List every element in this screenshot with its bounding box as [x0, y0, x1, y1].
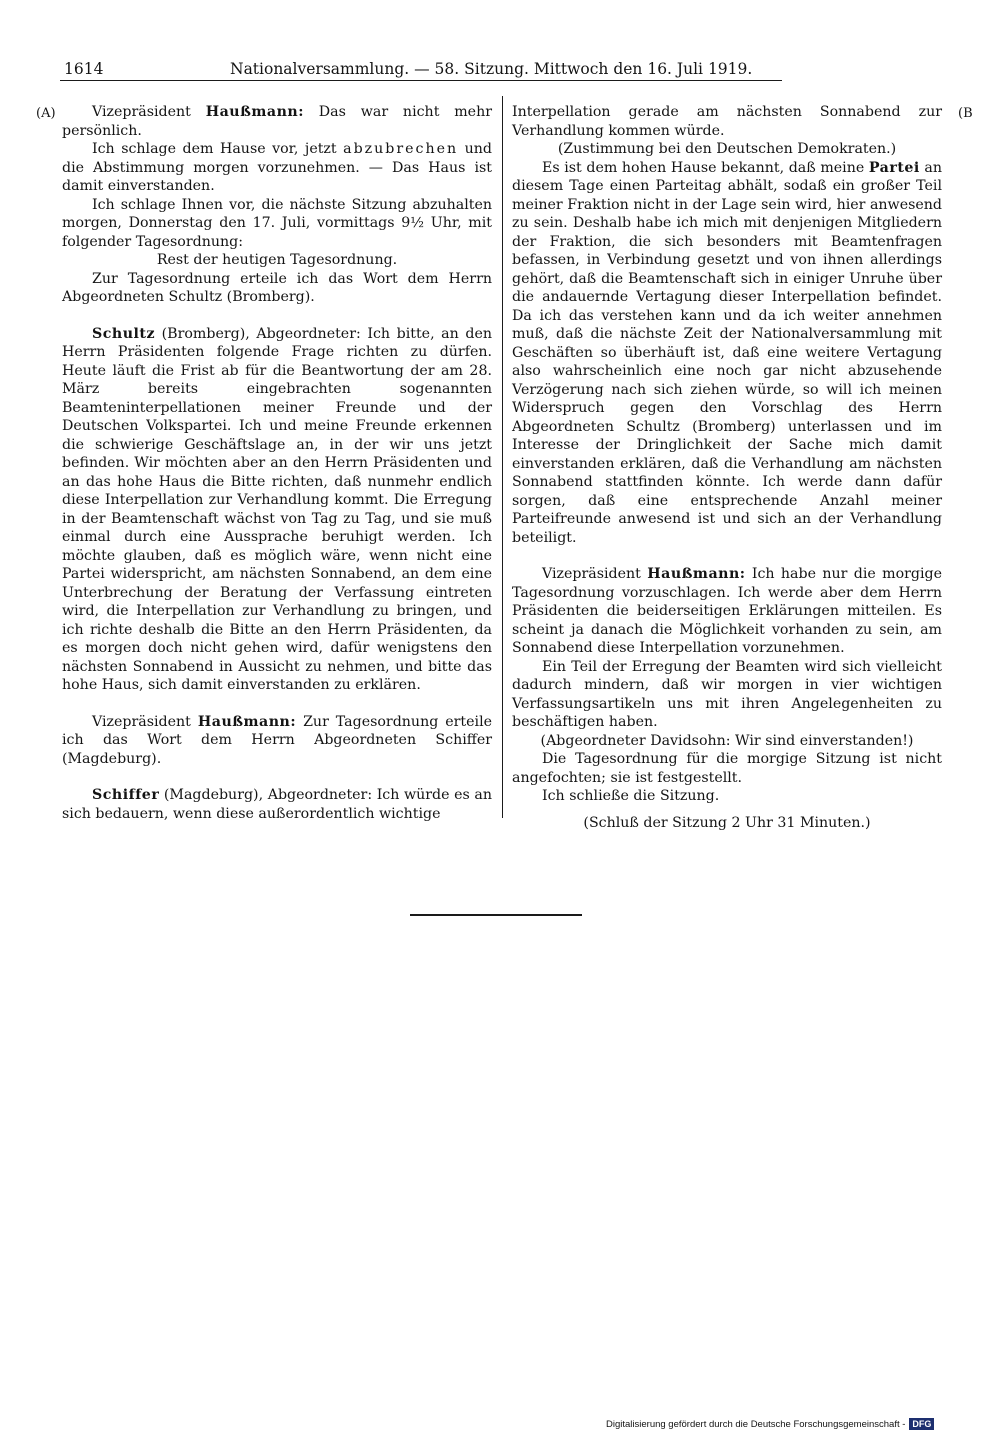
- paragraph-text: Das war nicht mehr persönlich.: [62, 104, 492, 139]
- paragraph-text: an diesem Tage einen Parteitag abhält, sodaß ein großer Teil meiner Fraktion nicht in der Lage sein wird, hier anwesend zu sein. Deshalb habe ich mich mit denjenigen Mitgliedern der Fraktion, die sich besonders mit Beamtenfragen befassen, in Verbindung gesetzt und von ihnen allerdings gehört, daß die Beamtenschaft sich in einiger Unruhe über die andauernde Vertagung dieser Interpellation befindet. Da ich das verstehen kann und da ich weiter annehmen muß, daß die nächste Zeit der Nationalversammlung mit Geschäften so überhäuft ist, daß eine weitere Vertagung also wahrscheinlich eine noch gar nicht abzusehende Verzögerung nach sich ziehen würde, so will ich meinen Widerspruch gegen den Vorschlag des Herrn Abgeordneten Schultz (Bromberg) unterlassen und im Interesse der Dringlichkeit der Sache mich damit einverstanden erklären, daß die Verhandlung am nächsten Sonnabend stattfinden könnte. Ich werde dann dafür sorgen, daß eine entsprechende Anzahl meiner Parteifreunde anwesend ist und sich an der Verhandlung beteiligt.: [512, 159, 942, 546]
- emphasized-text: Partei: [868, 159, 920, 176]
- paragraph-text: und die Abstimmung morgen vorzunehmen. — Das Haus ist damit einverstanden.: [62, 141, 493, 194]
- speaker-name: Schultz: [92, 325, 156, 342]
- paragraph-text: (Magdeburg), Abgeordneter: Ich würde es an sich bedauern, wenn diese außerordentlich wichtige: [62, 787, 492, 822]
- page-number: 1614: [64, 60, 104, 78]
- column-divider: [502, 96, 503, 818]
- speaker-name: Haußmann:: [647, 566, 746, 582]
- dfg-logo: DFG: [909, 1418, 934, 1430]
- paragraph: [62, 140, 492, 196]
- session-close-note: (Schluß der Sitzung 2 Uhr 31 Minuten.): [583, 814, 871, 831]
- footer-text: Digitalisierung gefördert durch die Deutsche Forschungsgemeinschaft -: [606, 1419, 906, 1430]
- paragraph-text: (Bromberg), Abgeordneter: Ich bitte, an den Herrn Präsidenten folgende Frage richten zu dürfen. Heute läuft die Frist ab für die Beantwortung der am 28. März bereits eingebrachten sogenannten Beamteninterpellationen meiner Freunde und der Deutschen Volkspartei. Ich und meine Freunde erkennen die schwierige Geschäftslage an, in der wir uns jetzt befinden. Wir möchten aber an den Herrn Präsidenten und an das hohe Haus die Bitte richten, daß nunmehr endlich diese Interpellation zur Verhandlung kommt. Die Erregung in der Beamtenschaft wächst von Tag zu Tag, und sie muß einmal durch eine Aussprache beruhigt werden. Ich möchte glauben, daß es möglich wäre, wenn nicht eine Partei widerspricht, am nächsten Sonnabend, an dem eine Unterbrechung der Beratung der Verfassung eintreten wird, die Interpellation zur Verhandlung zu bringen, und ich richte deshalb die Bitte an den Herrn Präsidenten, da es morgen doch nicht gehen wird, dafür wenigstens den nächsten Sonnabend in Aussicht zu nehmen, und bitte das hohe Haus, sich damit einverstanden zu erklären.: [62, 325, 492, 693]
- paragraph-text: Ich schlage dem Hause vor, jetzt: [92, 141, 344, 157]
- interjection: (Abgeordneter Davidsohn: Wir sind einverstanden!): [540, 732, 914, 749]
- paragraph: [62, 786, 492, 823]
- margin-mark-b: (B: [958, 106, 973, 121]
- paragraph: Ein Teil der Erregung der Beamten wird sich vielleicht dadurch mindern, daß wir morgen in vier wichtigen Verfassungsartikeln uns mit ihren Angelegenheiten zu beschäftigen haben.: [512, 658, 942, 730]
- speaker-title: Vizepräsident: [542, 566, 641, 582]
- paragraph: Zur Tagesordnung erteile ich das Wort dem Herrn Abgeordneten Schultz (Bromberg).: [62, 270, 492, 305]
- page-header: [60, 58, 782, 80]
- speaker-name: Haußmann:: [197, 713, 297, 730]
- right-column: [512, 103, 942, 832]
- paragraph: [62, 103, 492, 140]
- footer: [606, 1418, 996, 1432]
- paragraph: [512, 159, 942, 548]
- paragraph-text: Ich habe nur die morgige Tagesordnung vorzuschlagen. Ich werde aber dem Herrn Präsidenten die beiderseitigen Erklärungen mitteilen. Es scheint ja danach die Möglichkeit vorhanden zu sein, am Sonnabend diese Interpellation vorzunehmen.: [512, 566, 942, 656]
- interjection: (Zustimmung bei den Deutschen Demokraten.): [557, 141, 897, 157]
- emphasized-text: abzubrechen: [343, 141, 459, 157]
- paragraph: [62, 713, 492, 769]
- running-title: Nationalversammlung. — 58. Sitzung. Mittwoch den 16. Juli 1919.: [230, 60, 753, 78]
- paragraph: [512, 565, 942, 658]
- header-rule: [60, 80, 782, 81]
- speaker-name: Haußmann:: [205, 104, 304, 120]
- end-rule: [410, 914, 582, 916]
- margin-mark-a: (A): [36, 106, 56, 121]
- agenda-item: Rest der heutigen Tagesordnung.: [156, 252, 398, 268]
- speaker-title: Vizepräsident: [92, 713, 191, 730]
- left-column: [62, 103, 492, 823]
- paragraph: Die Tagesordnung für die morgige Sitzung ist nicht angefochten; sie ist festgestellt.: [512, 751, 942, 786]
- paragraph: Ich schlage Ihnen vor, die nächste Sitzung abzuhalten morgen, Donnerstag den 17. Juli, vormittags 9½ Uhr, mit folgender Tagesordnung:: [62, 196, 492, 250]
- paragraph: Interpellation gerade am nächsten Sonnabend zur Verhandlung kommen würde.: [512, 104, 942, 139]
- paragraph-text: Zur Tagesordnung erteile ich das Wort dem Herrn Abgeordneten Schiffer (Magdeburg).: [62, 713, 492, 767]
- paragraph: [62, 325, 492, 695]
- paragraph-text: Es ist dem hohen Hause bekannt, daß meine: [542, 159, 869, 176]
- speaker-title: Vizepräsident: [92, 104, 191, 120]
- speaker-name: Schiffer: [92, 787, 160, 803]
- paragraph: Ich schließe die Sitzung.: [542, 788, 720, 804]
